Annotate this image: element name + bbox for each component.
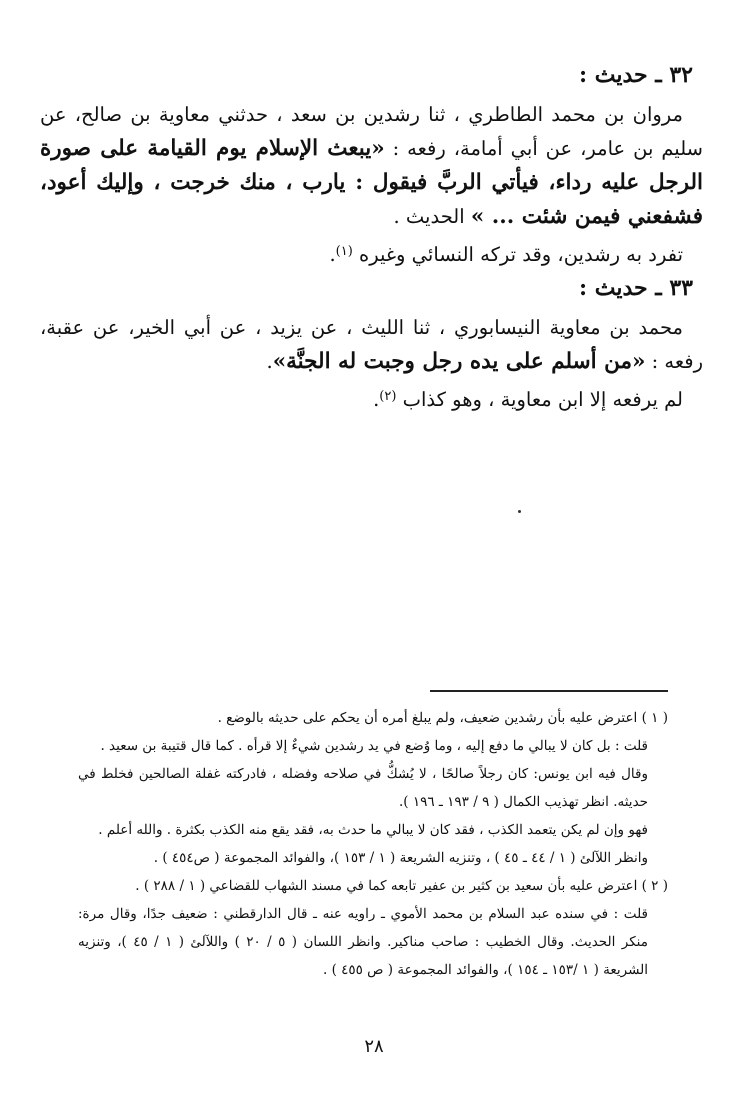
hadith-33-title: ٣٣ ـ حديث :	[578, 275, 693, 301]
hadith-33-body	[40, 311, 703, 379]
footnotes	[78, 704, 668, 984]
footnote-ref-2[interactable]: (٢)	[379, 389, 397, 404]
hadith-32-body	[40, 98, 703, 234]
hadith-32-matn: «يبعث الإسلام يوم القيامة على صورة الرجل عليه رداء، فيأتي الربَّ فيقول : يارب ، منك خرجت ، وإليك أعود، فشفعني فيمن شئت ... »	[40, 136, 703, 229]
footnote-1-line-5: وانظر اللآلئ ( ١ / ٤٤ ـ ٤٥ ) ، وتنزيه الشريعة ( ١ / ١٥٣ )، والفوائد المجموعة ( ص٤٥٤ ) .	[153, 850, 648, 866]
footnote-1-line-3: وقال فيه ابن يونس: كان رجلاً صالحًا ، لا يُشكُّ في صلاحه وفضله ، فادركته غفلة الصالحين فخلط في حديثه. انظر تهذيب الكمال ( ٩ / ١٩٣ ـ ١٩٦ ).	[78, 766, 648, 810]
hadith-33-note-text: لم يرفعه إلا ابن معاوية ، وهو كذاب	[396, 388, 683, 411]
hadith-32-title: ٣٢ ـ حديث :	[578, 62, 693, 88]
footnote-1-line-2: قلت : بل كان لا يبالي ما دفع إليه ، وما وُضع في يد رشدين شيءٌ إلا قرأه . كما قال قتيبة بن سعيد .	[100, 738, 648, 754]
hadith-33-note-end: .	[373, 388, 380, 411]
hadith-33-note	[40, 381, 703, 416]
hadith-33-isnad: محمد بن معاوية النيسابوري ، ثنا الليث ، عن يزيد ، عن أبي الخير، عن عقبة، رفعه :	[40, 316, 703, 373]
hadith-33-after: .	[266, 350, 273, 373]
footnote-ref-1[interactable]: (١)	[335, 244, 353, 259]
hadith-32-note-end: .	[329, 243, 336, 266]
footnote-1-line-4: فهو وإن لم يكن يتعمد الكذب ، فقد كان لا يبالي ما حدث به، فقد يقع منه الكذب بكثرة . والله أعلم .	[98, 822, 648, 838]
hadith-32-note	[40, 236, 703, 271]
main-text	[40, 58, 703, 416]
stray-dot	[518, 510, 521, 513]
hadith-33-matn: «من أسلم على يده رجل وجبت له الجنَّة»	[272, 349, 646, 374]
hadith-32-after: الحديث .	[393, 205, 471, 228]
footnote-separator	[430, 690, 668, 692]
footnote-1-line-1: ( ١ ) اعترض عليه بأن رشدين ضعيف، ولم يبلغ أمره أن يحكم على حديثه بالوضع .	[217, 710, 668, 726]
footnote-2-line-1: ( ٢ ) اعترض عليه بأن سعيد بن كثير بن عفير تابعه كما في مسند الشهاب للقضاعي ( ١ / ٢٨٨ ) .	[135, 878, 668, 894]
hadith-32-note-text: تفرد به رشدين، وقد تركه النسائي وغيره	[352, 243, 683, 266]
page-number: ٢٨	[364, 1036, 384, 1057]
hadith-32-isnad: مروان بن محمد الطاطري ، ثنا رشدين بن سعد ، حدثني معاوية بن صالح، عن سليم بن عامر، عن أبي أمامة، رفعه :	[40, 103, 703, 160]
footnote-2-line-2: قلت : في سنده عبد السلام بن محمد الأموي ـ راويه عنه ـ قال الدارقطني : ضعيف جدًا، وقال مرة: منكر الحديث. وقال الخطيب : صاحب مناكير. وانظر اللسان ( ٥ / ٢٠ ) واللآلئ ( ١ / ٤٥ )، وتنزيه الشريعة ( ١ /١٥٣ ـ ١٥٤ )، والفوائد المجموعة ( ص ٤٥٥ ) .	[78, 906, 648, 978]
